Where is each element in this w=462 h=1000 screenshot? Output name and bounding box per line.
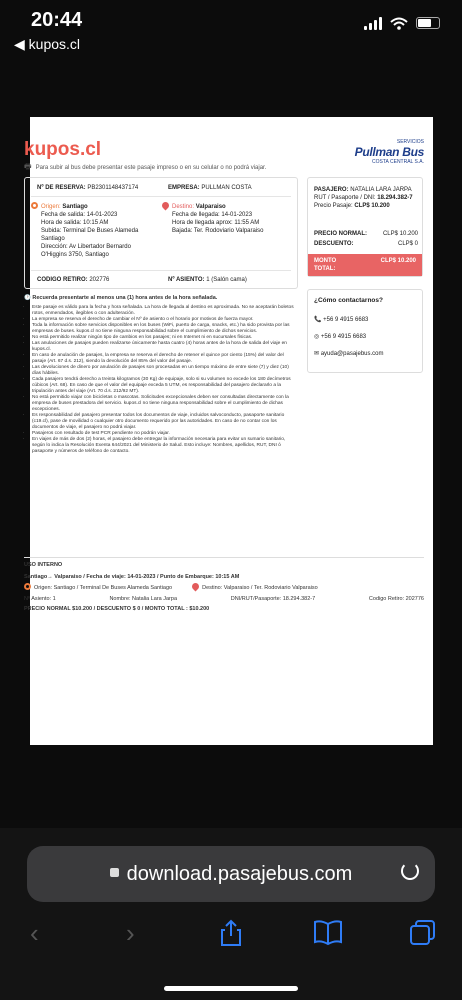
whatsapp-icon: ◎: [314, 334, 320, 340]
rule-item: • En caso de anulación de pasajes, la empresa se reserva el derecho de retener el quince por ciento (15%) del valor del pasaje (Art. 67 d.s. 212), siendo la devolución del 85% del valor del pasaje.: [32, 353, 296, 365]
destination-pin-icon: [191, 582, 201, 592]
rule-item: • No está permitido realizar ningún tipo de cambios en los pasajes; ni en Internet ni en sucursales físicas.: [32, 335, 296, 341]
destination-label: Destino:: [172, 204, 195, 210]
rules-list: [24, 305, 296, 455]
back-to-app-link[interactable]: ◀ kupos.cl: [14, 36, 81, 52]
divider: [31, 270, 291, 271]
wifi-icon: [390, 17, 408, 30]
boarding-notice: [24, 161, 266, 175]
rule-item: • En viajes de más de dos (2) horas, el pasajero debe entregar la información necesaria para evitar un sumario sanitario, según lo indica la Resolución Exenta 644/2021 del Ministerio de Salud. Esto incluye: Nombres, apellidos, RUT, DNI ó pasaporte y números de teléfono de contacto.: [32, 437, 296, 455]
internal-route: Santiago→ Valparaiso / Fecha de viaje: 14-01-2023 / Punto de Embarque: 10:15 AM: [24, 573, 240, 580]
rule-item: • Este pasaje es válido para la fecha y hora señalada. La hora de llegada al destino es aproximada. No se aceptarán boletos rotos, enmendados, ilegibles o con adulteración.: [32, 305, 296, 317]
contact-email[interactable]: ayuda@pasajebus.com: [320, 351, 384, 357]
internal-name: Nombre: Natalia Lara Jarpa: [109, 595, 177, 602]
partner-small-text: SERVICIOS: [396, 139, 424, 145]
reload-icon[interactable]: [401, 862, 419, 880]
internal-code: Codigo Retiro: 202776: [368, 595, 424, 602]
reservation-number: PB2301148437174: [87, 185, 139, 191]
internal-rut: DNI/RUT/Pasaporte: 18.294.382-7: [230, 595, 316, 602]
rut-number: 18.294.382-7: [377, 195, 413, 201]
departure-date: Fecha de salida: 14-01-2023: [41, 212, 118, 218]
company-name: PULLMAN COSTA: [201, 185, 252, 191]
origin-icon: [31, 202, 38, 209]
clock-icon: 🕑: [24, 295, 31, 301]
status-icons: [364, 16, 440, 30]
ticket-document: [24, 117, 433, 745]
kupos-logo: kupos.cl: [24, 139, 102, 160]
pullman-bus-logo: [342, 139, 424, 165]
origin-city: Santiago: [62, 204, 88, 210]
passenger-label: PASAJERO:: [314, 187, 349, 193]
lock-icon: [110, 868, 119, 877]
rule-item: • Es responsabilidad del pasajero presentar todos los documentos de viaje, incluidos salvoconducto, pasaporte sanitario (c19.cl), pase de movilidad o cualquier otro documento requerido por las autoridades. En caso de no contar con los documentos de viaje, el pasajero no podrá viajar.: [32, 413, 296, 431]
address-bar[interactable]: [27, 846, 435, 902]
internal-seat: Nº Asiento: 1: [24, 595, 56, 602]
passenger-price-box: [307, 177, 423, 277]
arrival-time: Hora de llegada aprox: 11:55 AM: [172, 220, 260, 226]
partner-name: Pullman Bus: [354, 145, 424, 159]
printer-icon: 🖶: [24, 162, 32, 171]
share-icon[interactable]: [218, 918, 244, 948]
rule-item: • Toda la información sobre servicios disponibles en los buses (WiFi, puerto de carga, snacks, etc.) ha sido provista por las empresas de buses. kupos.cl no tiene ninguna responsabilidad sobre el cumplimiento de dichos servicios.: [32, 323, 296, 335]
rule-item: • Las anulaciones de pasajes pueden realizarse únicamente hasta cuatro (4) horas antes de la hora de salida del viaje en kupos.cl.: [32, 341, 296, 353]
internal-destination: Destino: Valparaiso / Ter. Rodoviario Valparaiso: [202, 585, 318, 591]
rule-item: • La empresa se reserva el derecho de cambiar el Nº de asiento o el horario por motivos de fuerza mayor.: [32, 317, 296, 323]
url-text[interactable]: download.pasajebus.com: [126, 862, 353, 885]
phone-icon: 📞: [314, 317, 322, 323]
bookmarks-icon[interactable]: [312, 918, 344, 946]
back-icon[interactable]: ‹: [30, 918, 39, 948]
home-indicator: [164, 986, 298, 991]
contact-phone-2[interactable]: +56 9 4915 6683: [320, 334, 367, 340]
destination-pin-icon: [161, 201, 171, 211]
forward-icon[interactable]: ›: [126, 918, 135, 948]
alighting-point: Bajada: Ter. Rodoviario Valparaiso: [172, 228, 264, 234]
rules-title: Recuerda presentarte al menos una (1) hora antes de la hora señalada.: [32, 295, 218, 301]
trip-details-box: [24, 177, 298, 289]
internal-origin: Origen: Santiago / Terminal De Buses Alameda Santiago: [34, 585, 173, 591]
normal-price: CLP$ 10.200: [382, 231, 418, 237]
rules-section: [24, 295, 296, 455]
origin-label: Origen:: [41, 204, 61, 210]
normal-price-label: PRECIO NORMAL:: [314, 231, 367, 237]
rule-item: • Pasajeros con resultado de test PCR pendiente no podrán viajar.: [32, 431, 296, 437]
divider: [31, 196, 291, 197]
internal-use-section: [24, 557, 424, 614]
status-bar: [0, 0, 462, 64]
rut-label: RUT / Pasaporte / DNI:: [314, 195, 376, 201]
rule-item: • No está permitido viajar con bicicletas o mascotas. Solicitudes excepcionales deben ser consultadas directamente con la empresa de buses prestadora del servicio. kupos.cl no tiene ninguna responsabilidad sobre el cumplimiento de dichas excepciones.: [32, 395, 296, 413]
pickup-code: 202776: [89, 277, 110, 283]
tabs-icon[interactable]: [408, 918, 438, 948]
contact-phone-1[interactable]: +56 9 4915 6683: [323, 317, 369, 323]
rule-item: • Las devoluciones de dinero por anulación de pasajes son procesadas en un tiempo máximo de entre siete (7) y diez (10) días hábiles.: [32, 365, 296, 377]
destination-city: Valparaiso: [195, 204, 226, 210]
seat-number: 1 (Salón cama): [206, 277, 247, 283]
arrival-date: Fecha de llegada: 14-01-2023: [172, 212, 253, 218]
discount-value: CLP$ 0: [397, 241, 418, 247]
ticket-price: CLP$ 10.200: [354, 203, 390, 209]
contact-box: [307, 289, 423, 373]
seat-label: Nº ASIENTO:: [168, 277, 205, 283]
boarding-point: Subida: Terminal De Buses Alameda Santiago: [41, 228, 139, 242]
company-label: EMPRESA:: [168, 185, 200, 191]
partner-tag: COSTA CENTRAL S.A.: [372, 159, 424, 165]
internal-total: PRECIO NORMAL $10.200 / DESCUENTO $ 0 / MONTO TOTAL : $10.200: [24, 606, 210, 612]
boarding-address: Dirección: Av Libertador Bernardo O'Higgins 3750, Santiago: [41, 244, 131, 258]
departure-time: Hora de salida: 10:15 AM: [41, 220, 109, 226]
reservation-label: Nº DE RESERVA:: [37, 185, 86, 191]
battery-icon: [416, 17, 440, 29]
internal-use-title: USO INTERNO: [24, 562, 63, 568]
notice-text: Para subir al bus debe presentar este pasaje impreso o en su celular o no podrá viajar.: [35, 165, 267, 171]
cellular-signal-icon: [364, 16, 382, 30]
clock: 20:44: [31, 9, 83, 31]
email-icon: ✉: [314, 351, 320, 357]
discount-label: DESCUENTO:: [314, 241, 354, 247]
total-value: CLP$ 10.200: [380, 258, 416, 264]
price-label: Precio Pasaje:: [314, 203, 353, 209]
passenger-name: NATALIA LARA JARPA: [350, 187, 412, 193]
origin-icon: [24, 583, 31, 590]
contact-title: ¿Cómo contactarnos?: [314, 297, 383, 304]
rule-item: • Cada pasajero tendrá derecho a treinta kilogramos (30 Kg) de equipaje, solo si su volumen no excede los 180 decímetros cúbicos (Art. 68). En caso de que el valor del equipaje exceda 5 UTM, es responsabilidad del pasajero declararlo a la tripulación antes del viaje (Art. 70 d.s. 212/92 MT).: [32, 377, 296, 395]
total-label: MONTO TOTAL:: [314, 258, 337, 272]
total-row: [308, 254, 422, 276]
code-label: CODIGO RETIRO:: [37, 277, 88, 283]
